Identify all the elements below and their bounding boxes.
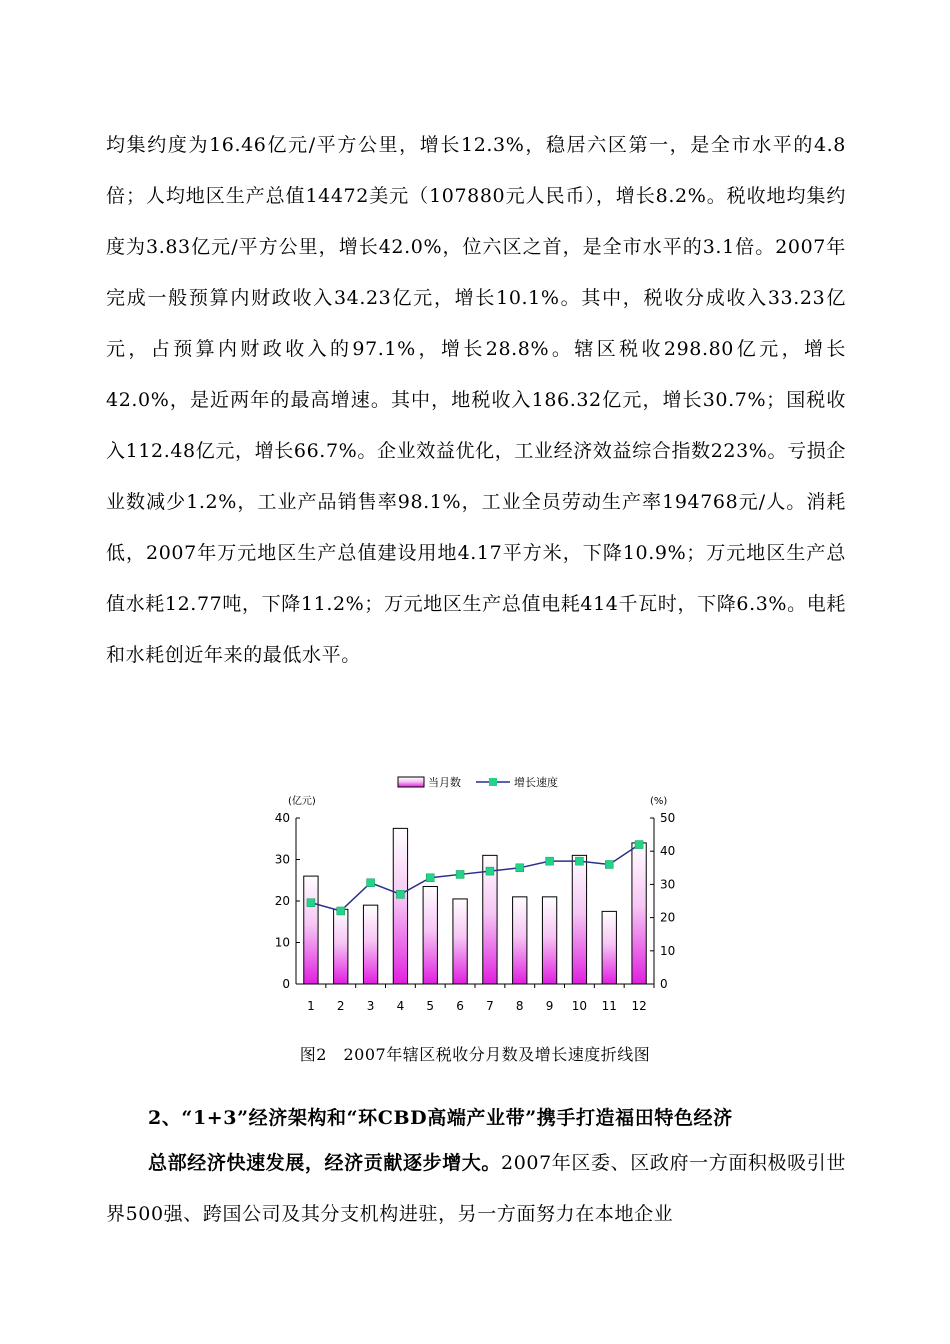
- bar: [304, 876, 318, 984]
- x-tick-label: 4: [396, 999, 405, 1013]
- left-tick-label: 10: [274, 935, 290, 950]
- x-tick-label: 10: [571, 999, 588, 1013]
- bar: [423, 886, 437, 984]
- paragraph-text: 2007年区委、区政府一方面积极吸引世界500强、跨国公司及其分支机构进驻，另一方面努力在本地企业: [106, 1152, 846, 1225]
- bar: [602, 911, 616, 984]
- x-tick-label: 2: [336, 999, 345, 1013]
- section-heading: 2、“1+3”经济架构和“环CBD高端产业带”携手打造福田特色经济: [148, 1107, 733, 1129]
- combo-chart: [270, 770, 690, 1030]
- line-series: [307, 841, 643, 915]
- x-tick-label: 5: [426, 999, 435, 1013]
- bar: [572, 855, 586, 984]
- right-tick-label: 30: [660, 877, 676, 892]
- left-axis-unit: (亿元): [288, 796, 316, 807]
- body-paragraph: 均集约度为16.46亿元/平方公里，增长12.3%，稳居六区第一，是全市水平的4.8倍；人均地区生产总值14472美元（107880元人民币），增长8.2%。税收地均集约度为3.83亿元/平方公里，增长42.0%，位六区之首，是全市水平的3.1倍。2007年完成一般预算内财政收入34.23亿元，增长10.1%。其中，税收分成收入33.23亿元，占预算内财政收入的97.1%，增长28.8%。辖区税收298.80亿元，增长42.0%，是近两年的最高增速。其中，地税收入186.32亿元，增长30.7%；国税收入112.48亿元，增长66.7%。企业效益优化，工业经济效益综合指数223%。亏损企业数减少1.2%，工业产品销售率98.1%，工业全员劳动生产率194768元/人。消耗低，2007年万元地区生产总值建设用地4.17平方米，下降10.9%；万元地区生产总值水耗12.77吨，下降11.2%；万元地区生产总值电耗414千瓦时，下降6.3%。电耗和水耗创近年来的最低水平。: [106, 134, 846, 666]
- line-point: [337, 907, 345, 915]
- figure-caption: 图2 2007年辖区税收分月数及增长速度折线图: [299, 1045, 651, 1064]
- left-tick-label: 40: [274, 811, 290, 825]
- line-point: [396, 890, 404, 898]
- x-tick-label: 7: [486, 999, 494, 1013]
- right-tick-label: 10: [660, 943, 676, 958]
- line-point: [516, 864, 524, 872]
- legend-bar-label: 当月数: [428, 776, 461, 789]
- x-tick-label: 3: [366, 999, 375, 1013]
- line-point: [486, 867, 494, 875]
- growth-line: [311, 845, 639, 911]
- legend-line-label: 增长速度: [514, 776, 558, 789]
- x-tick-label: 6: [456, 999, 464, 1013]
- x-tick-label: 11: [601, 999, 617, 1013]
- right-tick-label: 40: [660, 844, 676, 859]
- bar: [334, 909, 348, 984]
- paragraph-lead: 总部经济快速发展，经济贡献逐步增大。: [148, 1152, 502, 1174]
- body-paragraph-2: [106, 1138, 846, 1240]
- x-tick-label: 9: [545, 999, 554, 1013]
- line-point: [575, 857, 583, 865]
- right-tick-label: 20: [660, 910, 676, 925]
- right-tick-label: 50: [660, 811, 676, 825]
- line-point: [456, 870, 464, 878]
- bar: [542, 897, 556, 984]
- bar: [632, 843, 646, 984]
- x-tick-label: 1: [307, 999, 315, 1013]
- right-axis-unit: (%): [650, 796, 668, 807]
- right-tick-label: 0: [660, 977, 668, 991]
- legend-bar-swatch: [398, 777, 424, 787]
- left-tick-label: 30: [274, 852, 290, 867]
- bar: [363, 905, 377, 984]
- bar: [513, 897, 527, 984]
- legend-line-marker: [489, 778, 497, 786]
- line-point: [605, 860, 613, 868]
- left-tick-label: 20: [274, 894, 290, 908]
- bar-series: [304, 828, 646, 984]
- chart-legend: [398, 775, 558, 789]
- x-tick-label: 12: [631, 999, 647, 1013]
- line-point: [546, 857, 554, 865]
- line-point: [635, 841, 643, 849]
- line-point: [307, 899, 315, 907]
- line-point: [367, 879, 375, 887]
- x-tick-label: 8: [515, 999, 524, 1013]
- line-point: [426, 874, 434, 882]
- left-tick-label: 0: [282, 977, 290, 991]
- chart-container: [270, 770, 690, 1030]
- bar: [393, 828, 407, 984]
- bar: [453, 899, 467, 984]
